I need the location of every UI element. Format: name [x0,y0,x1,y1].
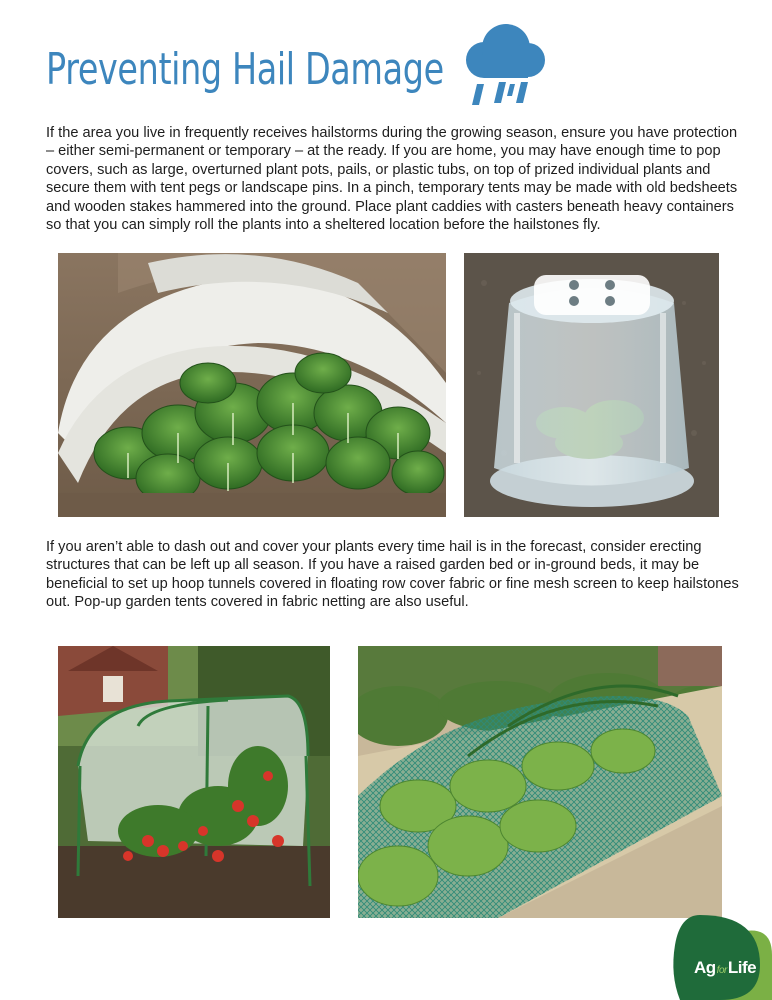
paragraph-line: so that you can simply roll the plants into a sheltered location before the hailstones fly. [46,217,601,234]
logo-life: Life [727,958,757,977]
garden-tent-photo [58,646,330,918]
page-title: Preventing Hail Damage [46,44,444,95]
paragraph-line: If the area you live in frequently receives hailstorms during the growing season, ensure you have protection [46,125,738,141]
mesh-tunnel-photo [358,646,722,918]
paragraph-line: If you aren’t able to dash out and cover your plants every time hail is in the forecast, consider erecting [46,539,702,555]
hail-cloud-icon [462,20,548,110]
paragraph-line: – either semi-permanent or temporary – at the ready. If you are home, you may have enough time to pop [46,143,721,160]
paragraph-line: structures that can be left up all season. If you have a raised garden bed or in-ground beds, it may be [46,557,700,574]
paragraph-line: secure them with tent pegs or landscape pins. In a pinch, temporary tents may be made with old bedsheets [46,180,738,197]
paragraph-line: and wooden stakes hammered into the ground. Place plant caddies with casters beneath heavy containers [46,198,734,215]
row-cover-photo [58,253,446,517]
logo-text [694,958,756,978]
logo-for: for [716,965,727,976]
logo-ag: Ag [694,958,716,977]
structures-paragraph [46,538,739,612]
plastic-cloche-photo [464,253,719,517]
intro-paragraph [46,124,737,234]
paragraph-line: out. Pop-up garden tents covered in fabric netting are also useful. [46,594,469,611]
paragraph-line: beneficial to set up hoop tunnels covered in floating row cover fabric or fine mesh screen to keep hailstones [46,575,739,592]
paragraph-line: covers, such as large, overturned plant pots, pails, or plastic tubs, on top of prized individual plants and [46,161,711,178]
